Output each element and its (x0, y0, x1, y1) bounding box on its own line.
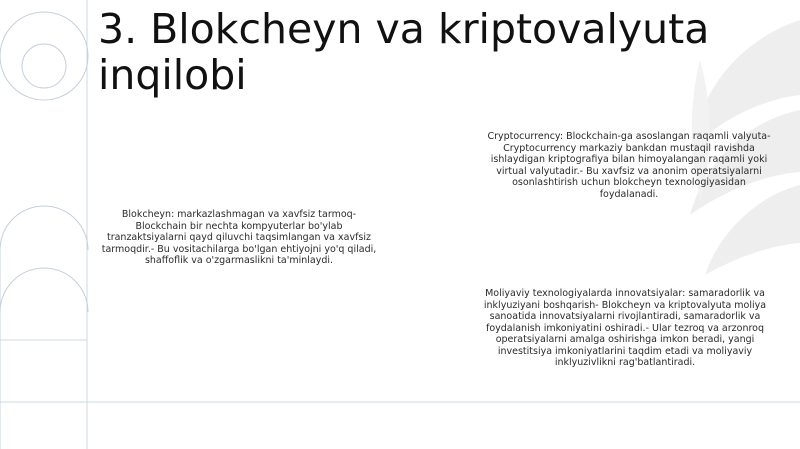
circle-ornament-icon (0, 12, 88, 100)
arch-ornament-icon (0, 206, 88, 449)
cryptocurrency-text: Cryptocurrency: Blockchain-ga asoslangan raqamli valyuta- Cryptocurrency markaziy bankdan mustaqil ravishda ishlaydigan kriptografiya bilan himoyalangan raqamli yoki virtual valyutadir.- Bu xavfsiz va anonim operatsiyalarni osonlashtirish uchun blokcheyn texnologiyasidan foydalanadi. (487, 131, 771, 200)
blockchain-text: Blokcheyn: markazlashmagan va xavfsiz tarmoq- Blockchain bir nechta kompyuterlar bo'ylab tranzaktsiyalarni qayd qiluvchi taqsimlangan va xavfsiz tarmoqdir.- Bu vositachilarga bo'lgan ehtiyojni yo'q qiladi, shaffoflik va o'zgarmaslikni ta'minlaydi. (101, 209, 377, 266)
slide-title: 3. Blokcheyn va kriptovalyuta inqilobi (98, 5, 710, 99)
fintech-text: Moliyaviy texnologiyalarda innovatsiyalar: samaradorlik va inklyuziyani boshqarish- Blokcheyn va kriptovalyuta moliya sanoatida innovatsiyalarni rivojlantiradi, samaradorlik va foydalanish imkoniyatini oshiradi.- Ular tezroq va arzonroq operatsiyalarni amalga oshirishga imkon beradi, yangi investitsiya imkoniyatlarini taqdim etadi va moliyaviy inklyuzivlikni rag'batlantiradi. (483, 288, 767, 368)
